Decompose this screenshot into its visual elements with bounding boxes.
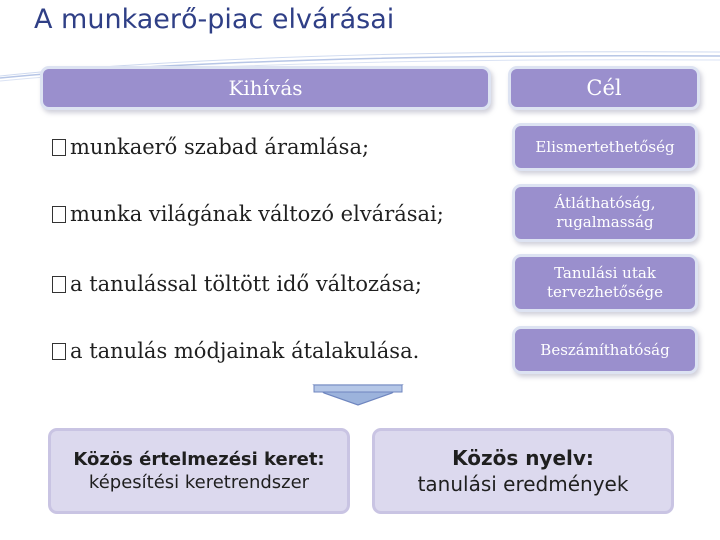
challenge-text: munkaerő szabad áramlása; [70,135,370,159]
framework-heading: Közös értelmezési keret: [73,448,325,470]
challenge-text: munka világának változó elvárásai; [70,202,444,226]
challenge-text: a tanulás módjainak átalakulása. [70,339,420,363]
bullet-icon [52,139,66,156]
challenge-item [52,202,444,226]
bullet-icon [52,206,66,223]
challenge-item [52,339,419,363]
header-goal: Cél [508,66,700,110]
goal-box: Tanulási utak tervezhetősége [512,254,698,312]
header-challenge: Kihívás [40,66,491,110]
goal-box: Beszámíthatóság [512,326,698,374]
framework-box [48,428,350,514]
common-language-heading: Közös nyelv: [452,446,594,470]
page-title: A munkaerő-piac elvárásai [34,4,395,35]
challenge-text: a tanulással töltött idő változása; [70,272,422,296]
goal-box: Elismertethetőség [512,123,698,171]
framework-text: képesítési keretrendszer [88,472,310,493]
bullet-icon [52,276,66,293]
common-language-box [372,428,674,514]
challenge-item [52,272,422,296]
down-arrow-icon [312,383,404,407]
challenge-item [52,135,369,159]
goal-box: Átláthatóság, rugalmasság [512,184,698,242]
common-language-text: tanulási eredmények [417,472,629,496]
bullet-icon [52,343,66,360]
